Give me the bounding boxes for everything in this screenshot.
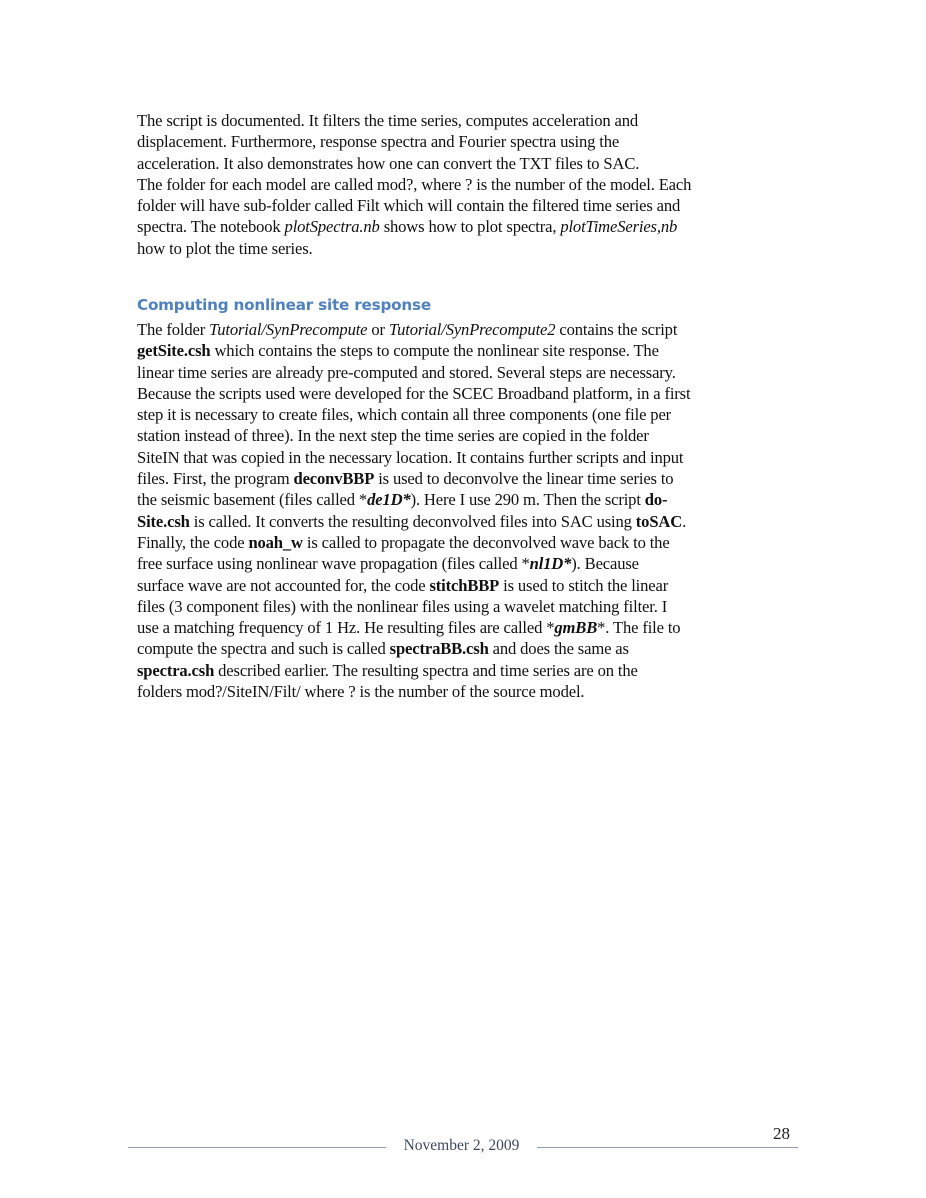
text-span: described earlier. The resulting spectra and time series are on the xyxy=(214,660,638,680)
file-pattern: gmBB xyxy=(554,618,598,638)
text-line xyxy=(137,575,797,596)
text-span: and does the same as xyxy=(488,639,629,659)
text-span: ). Because xyxy=(571,554,639,574)
text-span: is used to stitch the linear xyxy=(499,575,669,595)
text-span: The folder xyxy=(137,320,210,339)
program-name: deconvBBP xyxy=(293,469,375,489)
folder-path: Tutorial/SynPrecompute2 xyxy=(388,320,556,339)
folder-path: Tutorial/SynPrecompute xyxy=(209,320,368,339)
file-pattern: nl1D* xyxy=(529,554,572,574)
footer-rule-right xyxy=(537,1147,798,1148)
text-line xyxy=(137,553,797,574)
footer-date: November 2, 2009 xyxy=(403,1137,520,1154)
text-line xyxy=(137,340,797,361)
text-span: which contains the steps to compute the nonlinear site response. The xyxy=(210,341,659,361)
text-span: is used to deconvolve the linear time series to xyxy=(374,469,674,489)
notebook-name: plotSpectra.nb xyxy=(284,217,380,237)
text-line: folders mod?/SiteIN/Filt/ where ? is the number of the source model. xyxy=(137,682,585,702)
text-span: free surface using nonlinear wave propagation (files called * xyxy=(137,554,530,574)
text-line: files (3 component files) with the nonlinear files using a wavelet matching filter. I xyxy=(137,596,668,616)
text-line: displacement. Furthermore, response spectra and Fourier spectra using the xyxy=(137,132,620,152)
text-span: shows how to plot spectra, xyxy=(379,217,561,237)
text-span: spectra. The notebook xyxy=(137,217,285,237)
text-line xyxy=(137,468,797,489)
text-line: SiteIN that was copied in the necessary location. It contains further scripts and input xyxy=(137,447,684,467)
footer-rule-left xyxy=(128,1147,386,1148)
notebook-name: plotTimeSeries,nb xyxy=(560,217,678,237)
text-line: The folder for each model are called mod?, where ? is the number of the model. Each xyxy=(137,174,692,194)
paragraph-script-description xyxy=(137,110,797,259)
text-line: step it is necessary to create files, which contain all three components (one file per xyxy=(137,405,672,425)
section-heading: Computing nonlinear site response xyxy=(137,296,431,314)
paragraph-site-response xyxy=(137,319,797,702)
text-line xyxy=(137,216,797,237)
text-line xyxy=(137,319,797,340)
text-line: folder will have sub-folder called Filt which will contain the filtered time series and xyxy=(137,196,681,216)
text-span: compute the spectra and such is called xyxy=(137,639,390,659)
page-number: 28 xyxy=(773,1124,790,1143)
file-pattern: de1D* xyxy=(367,490,411,510)
text-span: is called. It converts the resulting deconvolved files into SAC using xyxy=(189,511,636,531)
program-name: noah_w xyxy=(248,532,303,552)
text-line: acceleration. It also demonstrates how one can convert the TXT files to SAC. xyxy=(137,153,640,173)
text-line: Because the scripts used were developed for the SCEC Broadband platform, in a first xyxy=(137,383,691,403)
text-line: The script is documented. It filters the time series, computes acceleration and xyxy=(137,111,638,130)
text-span: surface wave are not accounted for, the code xyxy=(137,575,430,595)
text-span: files. First, the program xyxy=(137,469,294,489)
text-line xyxy=(137,660,797,681)
text-line: how to plot the time series. xyxy=(137,238,313,258)
text-span: Finally, the code xyxy=(137,532,249,552)
text-span: *. The file to xyxy=(597,618,681,638)
text-span: . xyxy=(682,511,687,531)
script-name: do- xyxy=(644,490,668,510)
text-line xyxy=(137,511,797,532)
text-span: or xyxy=(367,320,389,339)
text-span: ). Here I use 290 m. Then the script xyxy=(410,490,645,510)
program-name: stitchBBP xyxy=(429,575,500,595)
text-line xyxy=(137,489,797,510)
text-span: the seismic basement (files called * xyxy=(137,490,368,510)
text-span: use a matching frequency of 1 Hz. He resulting files are called * xyxy=(137,618,555,638)
text-line: linear time series are already pre-computed and stored. Several steps are necessary. xyxy=(137,362,676,382)
script-name: spectraBB.csh xyxy=(389,639,489,659)
program-name: toSAC xyxy=(635,511,683,531)
text-line xyxy=(137,617,797,638)
text-line: station instead of three). In the next step the time series are copied in the folder xyxy=(137,426,649,446)
text-span: contains the script xyxy=(555,320,678,339)
text-line xyxy=(137,638,797,659)
script-name: getSite.csh xyxy=(137,341,211,361)
text-line xyxy=(137,532,797,553)
script-name: Site.csh xyxy=(137,511,190,531)
text-span: is called to propagate the deconvolved wave back to the xyxy=(302,532,670,552)
script-name: spectra.csh xyxy=(137,660,215,680)
